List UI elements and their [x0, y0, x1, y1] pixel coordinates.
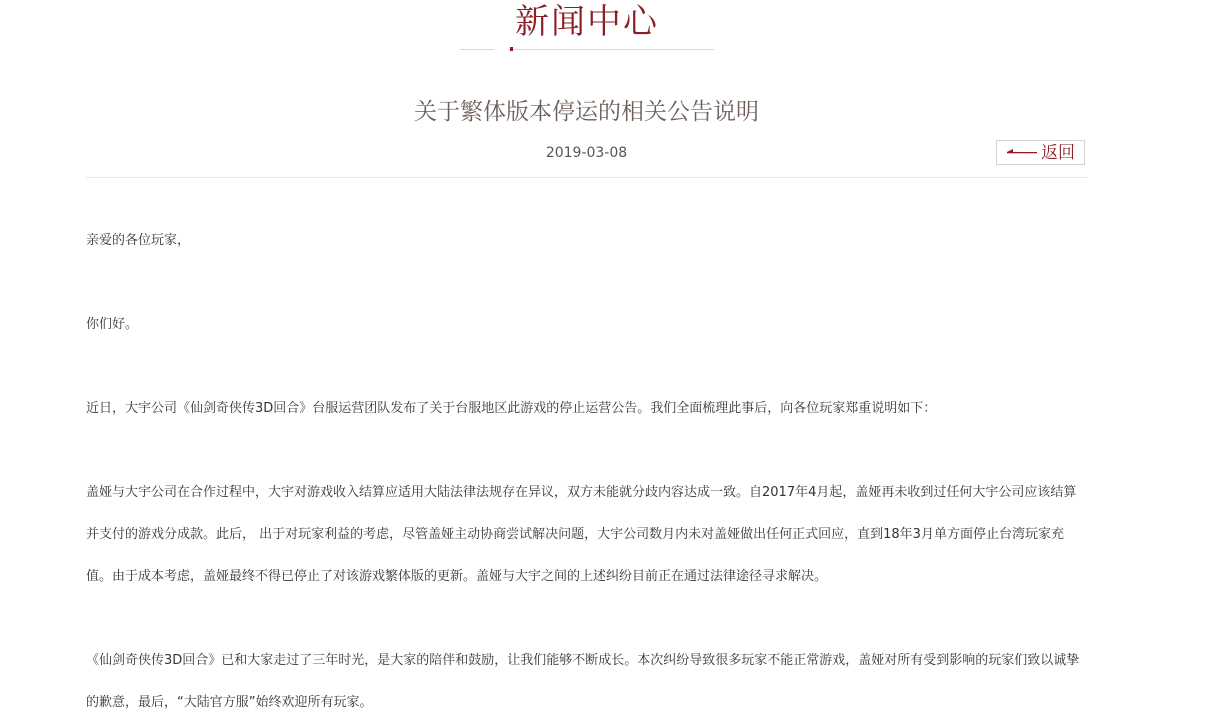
- section-header: [460, 0, 714, 52]
- paragraph-intro: 近日，大宇公司《仙剑奇侠传3D回合》台服运营团队发布了关于台服地区此游戏的停止运营公告。我们全面梳理此事后，向各位玩家郑重说明如下：: [86, 401, 937, 416]
- back-button[interactable]: [996, 140, 1085, 165]
- underline-accent-mark: [510, 47, 513, 51]
- paragraph-closing: 《仙剑奇侠传3D回合》已和大家走过了三年时光，是大家的陪伴和鼓励，让我们能够不断成长。本次纠纷导致很多玩家不能正常游戏，盖娅对所有受到影响的玩家们致以诚挚的歉意，最后，“大陆官方服”始终欢迎所有玩家。: [86, 653, 1080, 710]
- underline-gap: [494, 47, 508, 51]
- paragraph-dispute: 盖娅与大宇公司在合作过程中，大宇对游戏收入结算应适用大陆法律法规存在异议，双方未能就分歧内容达成一致。自2017年4月起，盖娅再未收到过任何大宇公司应该结算并支付的游戏分成款。此后， 出于对玩家利益的考虑，尽管盖娅主动协商尝试解决问题，大宇公司数月内未对盖娅做出任何正式回应，直到18年3月单方面停止台湾玩家充值。由于成本考虑，盖娅最终不得已停止了对该游戏繁体版的更新。盖娅与大宇之间的上述纠纷目前正在通过法律途径寻求解决。: [86, 485, 1077, 584]
- paragraph-hello: 你们好。: [86, 317, 139, 332]
- article-date: 2019-03-08: [545, 145, 628, 161]
- article-title: 关于繁体版本停运的相关公告说明: [414, 99, 759, 125]
- back-button-label: 返回: [1041, 143, 1075, 163]
- back-arrow-icon: [1007, 149, 1037, 157]
- header-divider: [86, 177, 1087, 178]
- section-title: 新闻中心: [515, 2, 659, 42]
- paragraph-greeting: 亲爱的各位玩家，: [86, 233, 191, 248]
- article-body: [86, 220, 1087, 724]
